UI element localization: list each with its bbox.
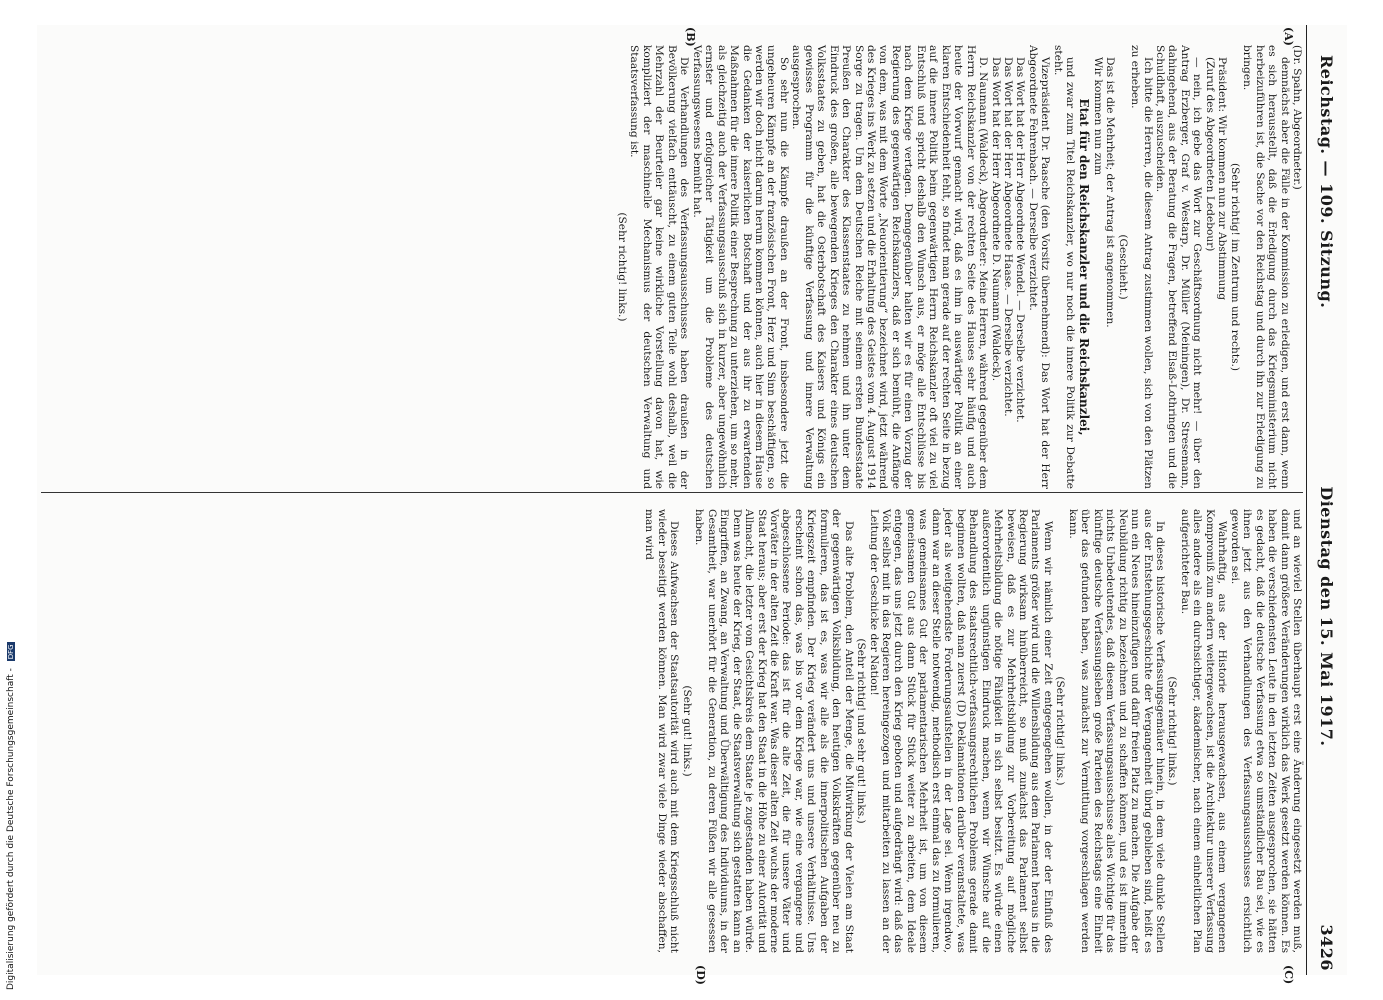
margin-marker-d: (D)	[693, 965, 707, 985]
paragraph: Ich bitte die Herren, die diesem Antrag zustimmen wollen, sich von den Plätzen zu erheben.	[1128, 45, 1154, 489]
paragraph: Das Wort hat der Herr Abgeordnete Wendel. — Derselbe verzichtet.	[1013, 57, 1026, 423]
paragraph: (Sehr gut! links.)	[680, 685, 693, 777]
paragraph: (Sehr richtig! links.)	[615, 212, 628, 322]
paragraph: Das Wort hat der Herr Abgeordnete Haase. — Derselbe verzichtet.	[1001, 57, 1014, 417]
paragraph: und zwar zum Titel Reichskanzler, wo nur noch die innere Politik zur Debatte steht.	[1051, 45, 1076, 489]
paragraph: (Sehr richtig! links.)	[1165, 676, 1178, 786]
paragraph: (Sehr richtig! im Zentrum und rechts.)	[1228, 162, 1241, 372]
header-center: Dienstag den 15. Mai 1917.	[1317, 486, 1336, 747]
paragraph: In dieses historische Verfassungsgemäuer hinein, in dem viele dunkle Stellen aus der Entstehungsgeschichte der Vergangenheit übrig geblieben sind, heißt es nun ein Neues hineinzufügen und dafür freien Platz zu machen. Die Aufgabe der Neubildung richtig zu bezeichnen und zu schaffen können, und es ist immerhin nichts Unbedeutendes, daß diesem Verfassungsausschusse alles Wichtige für das künftige deutsche Verfassungsleben große Parteien des Reichstags eine Einheit über das gefunden haben, was zunächst zur Vermittlung vorgeschlagen werden kann.	[1066, 509, 1166, 953]
credit-text: Digitalisierung gefördert durch die Deutsche Forschungsgemeinschaft -	[6, 668, 16, 990]
paragraph: Wir kommen nun zum	[1091, 57, 1104, 176]
paragraph: (Sehr richtig! und sehr gut! links.)	[854, 638, 867, 824]
column-divider	[41, 492, 1303, 493]
paragraph: (Dr. Spahn, Abgeordneter.)	[1290, 45, 1303, 190]
paragraph: (Sehr richtig! links.)	[1053, 676, 1066, 786]
paragraph: Vizepräsident Dr. Paasche (den Vorsitz übernehmend): Das Wort hat der Herr Abgeordnete Fehrenbach. — Derselbe verzichtet.	[1026, 45, 1051, 489]
left-column	[615, 45, 1302, 489]
dfg-logo: DFG	[7, 644, 15, 660]
paragraph: (Geschieht.)	[1116, 234, 1129, 300]
paragraph: (Zuruf des Abgeordneten Ledebour)	[1203, 57, 1216, 252]
paragraph: — nein, ich gebe das Wort zur Geschäftsordnung nicht mehr! — über den Antrag Erzberger, Graf v. Westarp, Dr. Müller (Meiningen), Dr. Stresemann, dahingehend, aus der Beratung die Fragen, betreffend Elsaß-Lothringen und die Schuldhaft, auszuscheiden.	[1153, 45, 1203, 489]
paragraph: So sehr nun die Kämpfe draußen an der Front, insbesondere jetzt die ungeheuren Kämpfe an der französischen Front, Herz und Sinn beschäftigen, so werden wir doch nicht darum herum kommen können, auch hier in diesem Hause die Gedanken der kaiserlichen Botschaft und der aus ihr zu erwartenden Maßnahmen für die innere Politik einer Besprechung zu unterziehen, um so mehr, als gleichzeitig auch der Verfassungsausschuß sich in kurzer, aber ungewöhnlich ernster und erfolgreicher Tätigkeit um die Probleme des deutschen Verfassungswesens bemüht hat.	[690, 45, 790, 489]
right-column	[642, 509, 1302, 953]
header-left: Reichstag. — 109. Sitzung.	[1317, 55, 1336, 309]
paragraph: Präsident: Wir kommen nun zur Abstimmung	[1215, 57, 1228, 300]
paragraph: Das Wort hat der Herr Abgeordnete D. Naumann (Waldeck).	[989, 57, 1002, 382]
margin-marker-b: (B)	[683, 27, 697, 47]
document-page	[37, 25, 1347, 985]
paragraph: Das ist die Mehrheit; der Antrag ist angenommen.	[1103, 57, 1116, 328]
paragraph: demnächst aber die Fälle in der Kommission zu erledigen, und erst dann, wenn es sich herausstellt, daß die Erledigung durch das Kriegsministerium nicht herbeizuführen ist, die Sache vor den Reichstag und durch ihn zur Erledigung zu bringen.	[1240, 45, 1291, 489]
digitization-credit	[6, 642, 16, 990]
paragraph: Wenn wir nämlich einer Zeit entgegengehen wollen, in der der Einfluß des Parlaments größer wird und die Willensbildung aus dem Parlament heraus in die Regierung wirksam hinüberreicht, so muß zunächst das Parlament selbst beweisen, daß es zur Mehrheitsbildung zur Vorbereitung auf mögliche Mehrheitsbildung die nötige Fähigkeit in sich selbst besitzt. Es würde einen außerordentlich ungünstigen Eindruck machen, wenn wir Wünsche auf die Behandlung des staatsrechtlich-verfassungsrechtlichen Problems gerade damit beginnen wollten, daß man zuerst (D) Deklamationen darüber veranstaltete, was jeder als weitgehendste Forderungsaufstellen in der Lage sei. Wenn irgendwo, dann war an dieser Stelle notwendig, methodisch erst einmal das zu formulieren, was gemeinsames Gut der parlamentarischen Mehrheit ist, um von diesem gemeinsamen Gut aus dann Stück für Stück weiter zu arbeiten, dem Ideale entgegen, das uns jetzt durch den Krieg geboten und aufgedrängt wird: daß das Volk selbst mit in das Regieren hereingezogen und mitarbeiten zu lassen an der Leitung der Geschicke der Nation!	[867, 509, 1054, 953]
paragraph: D. Naumann (Waldeck), Abgeordneter: Meine Herren, während gegenüber dem Herrn Reichskanzler von der rechten Seite des Hauses sehr häufig und auch heute der Vorwurf gemacht wird, daß es ihm in auswärtiger Politik an einer klaren Entschiedenheit fehlt, so findet man gerade auf der rechten Seite in bezug auf die innere Politik beim gegenwärtigen Herrn Reichskanzler oft viel zu viel Entschluß und spricht deshalb den Wunsch aus, er möge alle Entschlüsse bis nach dem Kriege vertagen. Demgegenüber halten wir es für einen Vorzug der Regierung des gegenwärtigen Reichskanzlers, daß er sich bemüht, die Anfänge von dem, was mit dem Worte „Neuorientierung“ bezeichnet wird, jetzt während des Krieges ins Werk zu setzen und die Erhaltung des Geistes vom 4. August 1914 Sorge zu tragen. Um dem Deutschen Reiche mit seinem ersten Bundesstaate Preußen den Charakter des Klassenstaates zu nehmen und ihn unter dem Eindruck des großen, alle bewegenden Krieges den Charakter eines deutschen Volksstaates zu geben, hat die Osterbotschaft des Kaisers und Königs ein gewisses Programm für die künftige Verfassung und innere Verwaltung ausgesprochen.	[789, 45, 989, 489]
paragraph: Die Verhandlungen des Verfassungsausschusses haben draußen in der Bevölkerung vielfach enttäuscht, zu einem guten Teile wohl deshalb, weil die Mehrzahl der Beurteiler gar keine wirkliche Vorstellung davon hat, wie kompliziert der maschinelle Mechanismus der deutschen Verwaltung und Staatsverfassung ist.	[627, 45, 690, 489]
margin-marker-c: (C)	[1281, 965, 1295, 985]
section-heading: Etat für den Reichskanzler und die Reichskanzlei,	[1076, 98, 1091, 436]
paragraph: Dieses Aufwachsen der Staatsautorität wird auch mit dem Kriegsschluß nicht wieder beseitigt werden können. Man wird zwar viele Dinge wieder abschaffen, man wird	[642, 509, 680, 953]
page-number: 3426	[1317, 924, 1336, 971]
page-header	[1306, 25, 1347, 975]
paragraph: Das alte Problem, den Anteil der Menge, die Mitwirkung der Vielen am Staat der gegenwärtigen Volksbildung, den heutigen Volkskräften gegenüber neu zu formulieren, das ist es, was wir alle als die innerpolitischen Aufgaben der Kriegszeit empfinden. Der Krieg verändert uns und unsere Verhältnisse. Uns erscheint schon das, was bis vor dem Kriege war, wie eine vergangene und abgeschlossene Periode: das ist für die alte Zeit, die für unsere Väter und Vorväter in der alten Zeit die Kraft war. Was dieser alten Zeit wuchs der moderne Staat heraus; aber erst der Krieg hat den Staat in die Höhe zu einer Autorität und Allmacht, die letzter vom Gesichtskreis dem Staate je zugestanden haben würde. Denn was heute der Krieg, der Staat, die Staatsverwaltung sich gestatten kann an Eingriffen, an Zwang, an Verwaltung und Überwältigung des Individuums, in der Gesamtheit, war unerhört für die Generation, zu deren Füßen wir alle gesessen haben.	[692, 509, 855, 953]
paragraph: Wahrhaftig, aus der Historie herausgewachsen, aus einem vergangenen Kompromiß zum andern weitergewachsen, ist die Architektur unserer Verfassung alles andere als ein durchsichtiger, akademischer, nach einem einheitlichen Plan aufgerichteter Bau.	[1178, 509, 1228, 953]
margin-marker-a: (A)	[1281, 27, 1295, 46]
paragraph: und an wieviel Stellen überhaupt erst eine Änderung eingesetzt werden muß, damit dann größere Veränderungen wirklich das Werk gesetzt werden können. Es haben die verschiedensten Leute in den letzten Zeiten ausgesprochen, sie hätten es gedacht, daß die deutsche Verfassung etwa so umständlicher Bau sei, wie es ihnen jetzt aus den Verhandlungen des Verfassungsausschusses ersichtlich geworden sei.	[1228, 509, 1303, 953]
